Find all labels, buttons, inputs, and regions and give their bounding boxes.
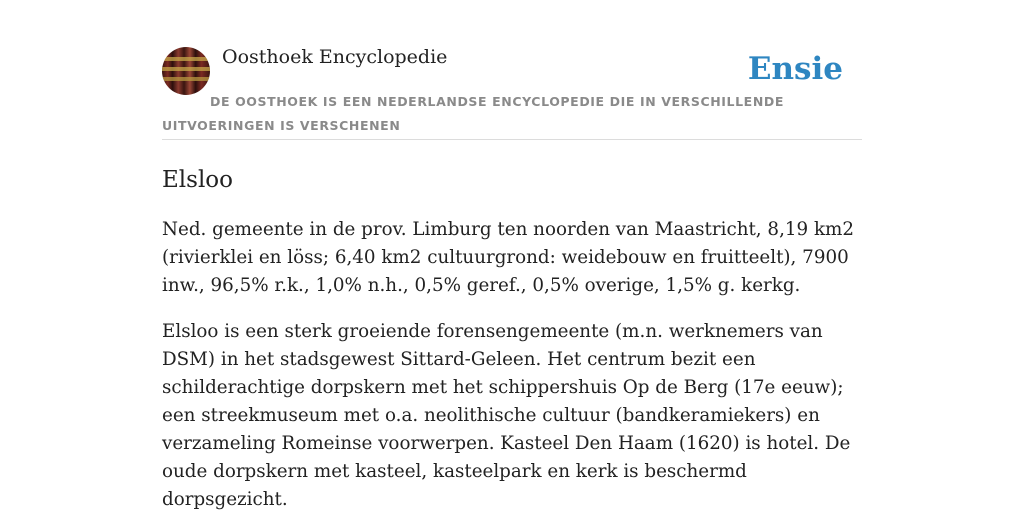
encyclopedia-books-icon[interactable] [162,47,210,95]
article-paragraph-1: Ned. gemeente in de prov. Limburg ten noorden van Maastricht, 8,19 km2 (rivierklei en löss; 6,40 km2 cultuurgrond: weidebouw en fruitteelt), 7900 inw., 96,5% r.k., 1,0% n.h., 0,5% geref., 0,5% overige, 1,5% g. kerkg. [162,219,854,296]
article-paragraph-2: Elsloo is een sterk groeiende forensengemeente (m.n. werknemers van DSM) in het stadsgewest Sittard-Geleen. Het centrum bezit een schilderachtige dorpskern met het schippershuis Op de Berg (17e eeuw); een streekmuseum met o.a. neolithische cultuur (bandkeramiekers) en verzameling Romeinse voorwerpen. Kasteel Den Haam (1620) is hotel. De oude dorpskern met kasteel, kasteelpark en kerk is beschermd dorpsgezicht. [162,321,851,510]
page-container [162,45,862,514]
site-tagline: DE OOSTHOEK IS EEN NEDERLANDSE ENCYCLOPEDIE DIE IN VERSCHILLENDE UITVOERINGEN IS VERSCHENEN [162,94,784,133]
article-title: Elsloo [162,167,233,193]
header [162,45,862,140]
brand-logo-link[interactable]: Ensie [747,51,843,87]
site-name-link[interactable]: Oosthoek Encyclopedie [222,46,448,68]
